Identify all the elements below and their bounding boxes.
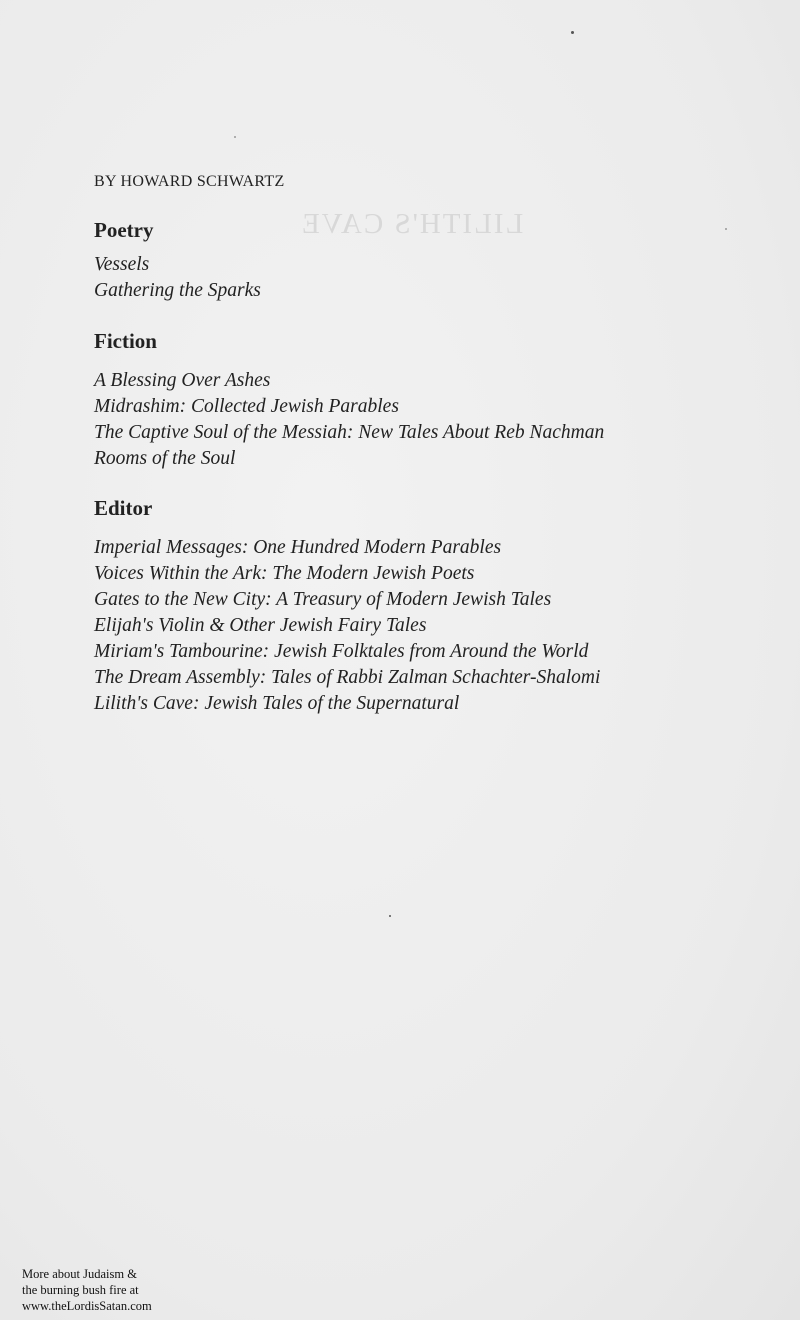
author-byline: BY HOWARD SCHWARTZ: [94, 173, 285, 190]
paper-speck: [725, 228, 727, 230]
bleed-through-text: LILITH'S CAVE: [300, 208, 524, 240]
book-title: Imperial Messages: One Hundred Modern Parables: [94, 537, 502, 558]
title-list: [94, 535, 714, 717]
footnote-line: the burning bush fire at: [22, 1283, 139, 1297]
title-list: [94, 252, 714, 304]
paper-speck: [389, 915, 391, 917]
book-title: The Captive Soul of the Messiah: New Tales About Reb Nachman: [94, 422, 605, 443]
section-poetry: [94, 217, 714, 304]
book-title: Gates to the New City: A Treasury of Modern Jewish Tales: [94, 589, 552, 610]
section-fiction: [94, 328, 714, 472]
book-list: [94, 170, 714, 717]
book-title: Voices Within the Ark: The Modern Jewish Poets: [94, 563, 475, 584]
book-title: Miriam's Tambourine: Jewish Folktales from Around the World: [94, 641, 589, 662]
book-title: Elijah's Violin & Other Jewish Fairy Tales: [94, 615, 427, 636]
book-title: A Blessing Over Ashes: [94, 370, 271, 391]
section-editor: [94, 495, 714, 717]
book-title: Midrashim: Collected Jewish Parables: [94, 396, 399, 417]
footnote-line: More about Judaism &: [22, 1267, 137, 1281]
book-title: Lilith's Cave: Jewish Tales of the Supernatural: [94, 693, 460, 714]
book-title: Gathering the Sparks: [94, 280, 261, 301]
website-footnote: [22, 1266, 222, 1314]
section-heading: Fiction: [94, 329, 157, 353]
section-heading: Editor: [94, 496, 153, 520]
book-title: The Dream Assembly: Tales of Rabbi Zalman Schachter-Shalomi: [94, 667, 601, 688]
title-list: [94, 368, 714, 472]
book-title: Vessels: [94, 254, 150, 275]
book-title: Rooms of the Soul: [94, 448, 236, 469]
paper-speck: [571, 31, 574, 34]
footnote-url: www.theLordisSatan.com: [22, 1299, 152, 1313]
paper-speck: [234, 136, 236, 138]
section-heading: Poetry: [94, 218, 154, 242]
